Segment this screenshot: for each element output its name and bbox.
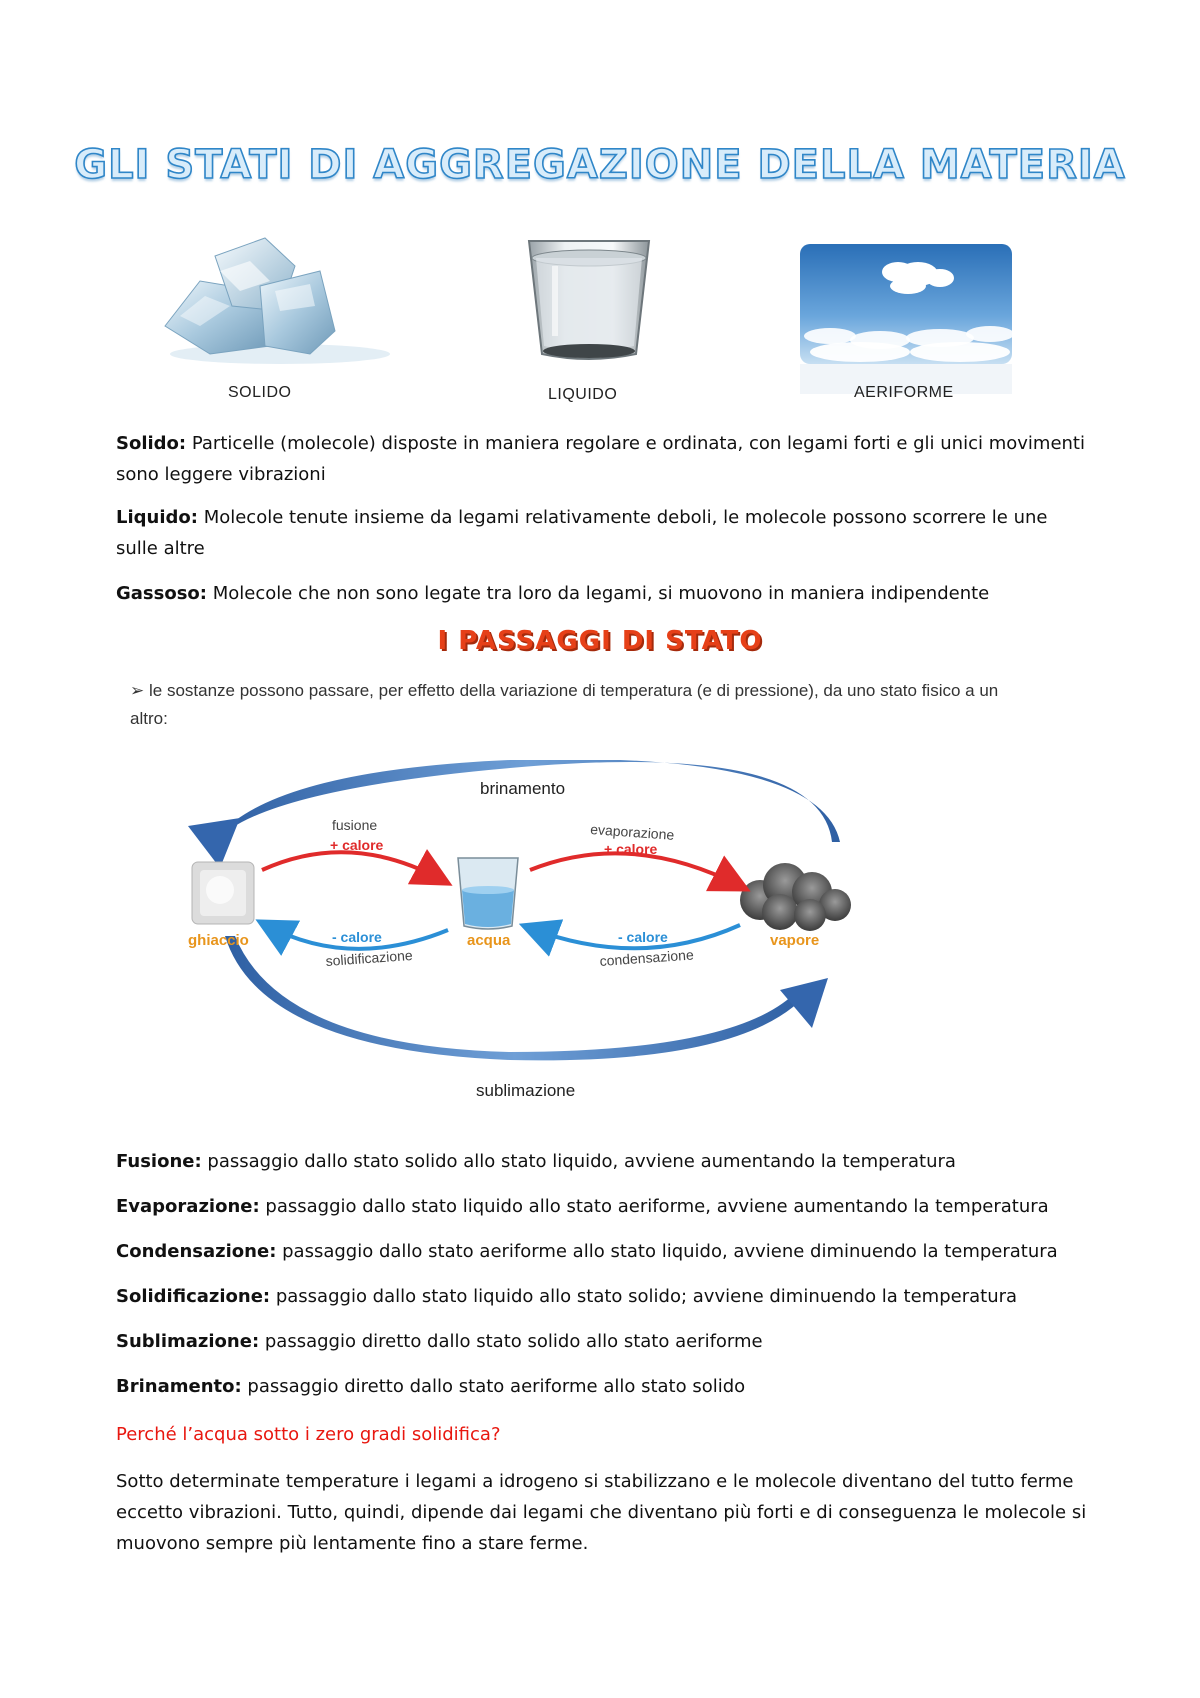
answer-text: Sotto determinate temperature i legami a idrogeno si stabilizzano e le molecole diventano del tutto ferme eccetto vibrazioni. Tutto, quindi, dipende dai legami che diventano più forti e di conseguenza le molecole si muovono sempre più lentamente fino a stare ferme. xyxy=(116,1471,1087,1554)
description-text: Molecole che non sono legate tra loro da legami, si muovono in maniera indipendente xyxy=(207,583,990,604)
definition-term: Fusione: xyxy=(116,1151,202,1172)
bullet-arrow-icon: ➢ xyxy=(130,681,145,700)
node-ghiaccio: ghiaccio xyxy=(188,932,249,949)
definition-text: passaggio diretto dallo stato solido allo stato aeriforme xyxy=(259,1331,763,1352)
definition-item xyxy=(116,1195,1106,1240)
definition-item xyxy=(116,1285,1106,1330)
description-text: Particelle (molecole) disposte in maniera regolare e ordinata, con legami forti e gli unici movimenti sono leggere vibrazioni xyxy=(116,433,1085,485)
evaporazione-note: + calore xyxy=(604,841,658,857)
definition-term: Brinamento: xyxy=(116,1376,242,1397)
state-transitions-diagram xyxy=(180,760,920,1120)
glass-of-water-image xyxy=(524,236,654,366)
description-term: Gassoso: xyxy=(116,583,207,604)
fusione-note: + calore xyxy=(330,837,384,853)
section-title: I PASSAGGI DI STATO xyxy=(437,626,763,656)
definition-item xyxy=(116,1330,1106,1375)
page-title: GLI STATI DI AGGREGAZIONE DELLA MATERIA xyxy=(74,142,1126,188)
definition-text: passaggio dallo stato liquido allo stato aeriforme, avviene aumentando la temperatura xyxy=(259,1196,1049,1217)
intro-text xyxy=(130,677,1010,733)
water-glass-icon xyxy=(458,858,518,929)
description-term: Liquido: xyxy=(116,507,198,528)
definition-text: passaggio dallo stato solido allo stato liquido, avviene aumentando la temperatura xyxy=(201,1151,956,1172)
question-text: Perché l’acqua sotto i zero gradi solidifica? xyxy=(116,1424,501,1445)
sublimazione-arrow xyxy=(225,936,828,1060)
liquid-caption: LIQUIDO xyxy=(548,386,618,403)
sublimazione-label: sublimazione xyxy=(476,1081,576,1100)
definition-text: passaggio diretto dallo stato aeriforme allo stato solido xyxy=(241,1376,746,1397)
definition-term: Solidificazione: xyxy=(116,1286,271,1307)
vapor-cloud-icon xyxy=(740,863,851,931)
definition-text: passaggio dallo stato aeriforme allo stato liquido, avviene diminuendo la temperatura xyxy=(276,1241,1058,1262)
aeriform-caption: AERIFORME xyxy=(854,384,954,401)
definition-item xyxy=(116,1375,1106,1420)
fusione-arrow xyxy=(262,852,442,880)
definition-term: Sublimazione: xyxy=(116,1331,260,1352)
brinamento-label: brinamento xyxy=(480,779,566,798)
description-solid xyxy=(116,428,1086,490)
fusione-label: fusione xyxy=(332,817,378,833)
definitions-list xyxy=(116,1150,1106,1420)
definition-term: Evaporazione: xyxy=(116,1196,260,1217)
description-term: Solido: xyxy=(116,433,187,454)
ice-cubes-image xyxy=(160,236,390,366)
node-vapore: vapore xyxy=(770,932,820,949)
evaporazione-label: evaporazione xyxy=(589,821,675,843)
definition-text: passaggio dallo stato liquido allo stato solido; avviene diminuendo la temperatura xyxy=(270,1286,1018,1307)
sky-clouds-image xyxy=(800,244,1012,394)
definition-item xyxy=(116,1150,1106,1195)
description-gas xyxy=(116,578,1086,609)
solidificazione-note: - calore xyxy=(332,929,382,945)
solid-caption: SOLIDO xyxy=(228,384,292,401)
definition-item xyxy=(116,1240,1106,1285)
solidificazione-label: solidificazione xyxy=(325,946,414,969)
condensazione-label: condensazione xyxy=(599,946,695,969)
intro-sentence: le sostanze possono passare, per effetto della variazione di temperatura (e di pressione), da uno stato fisico a un altro: xyxy=(130,681,999,728)
ice-block-icon xyxy=(192,862,254,924)
description-liquid xyxy=(116,502,1086,564)
brinamento-arrow xyxy=(188,760,840,868)
node-acqua: acqua xyxy=(467,932,511,949)
evaporazione-arrow xyxy=(530,853,740,886)
description-text: Molecole tenute insieme da legami relativamente deboli, le molecole possono scorrere le une sulle altre xyxy=(116,507,1048,559)
definition-term: Condensazione: xyxy=(116,1241,277,1262)
condensazione-note: - calore xyxy=(618,929,668,945)
